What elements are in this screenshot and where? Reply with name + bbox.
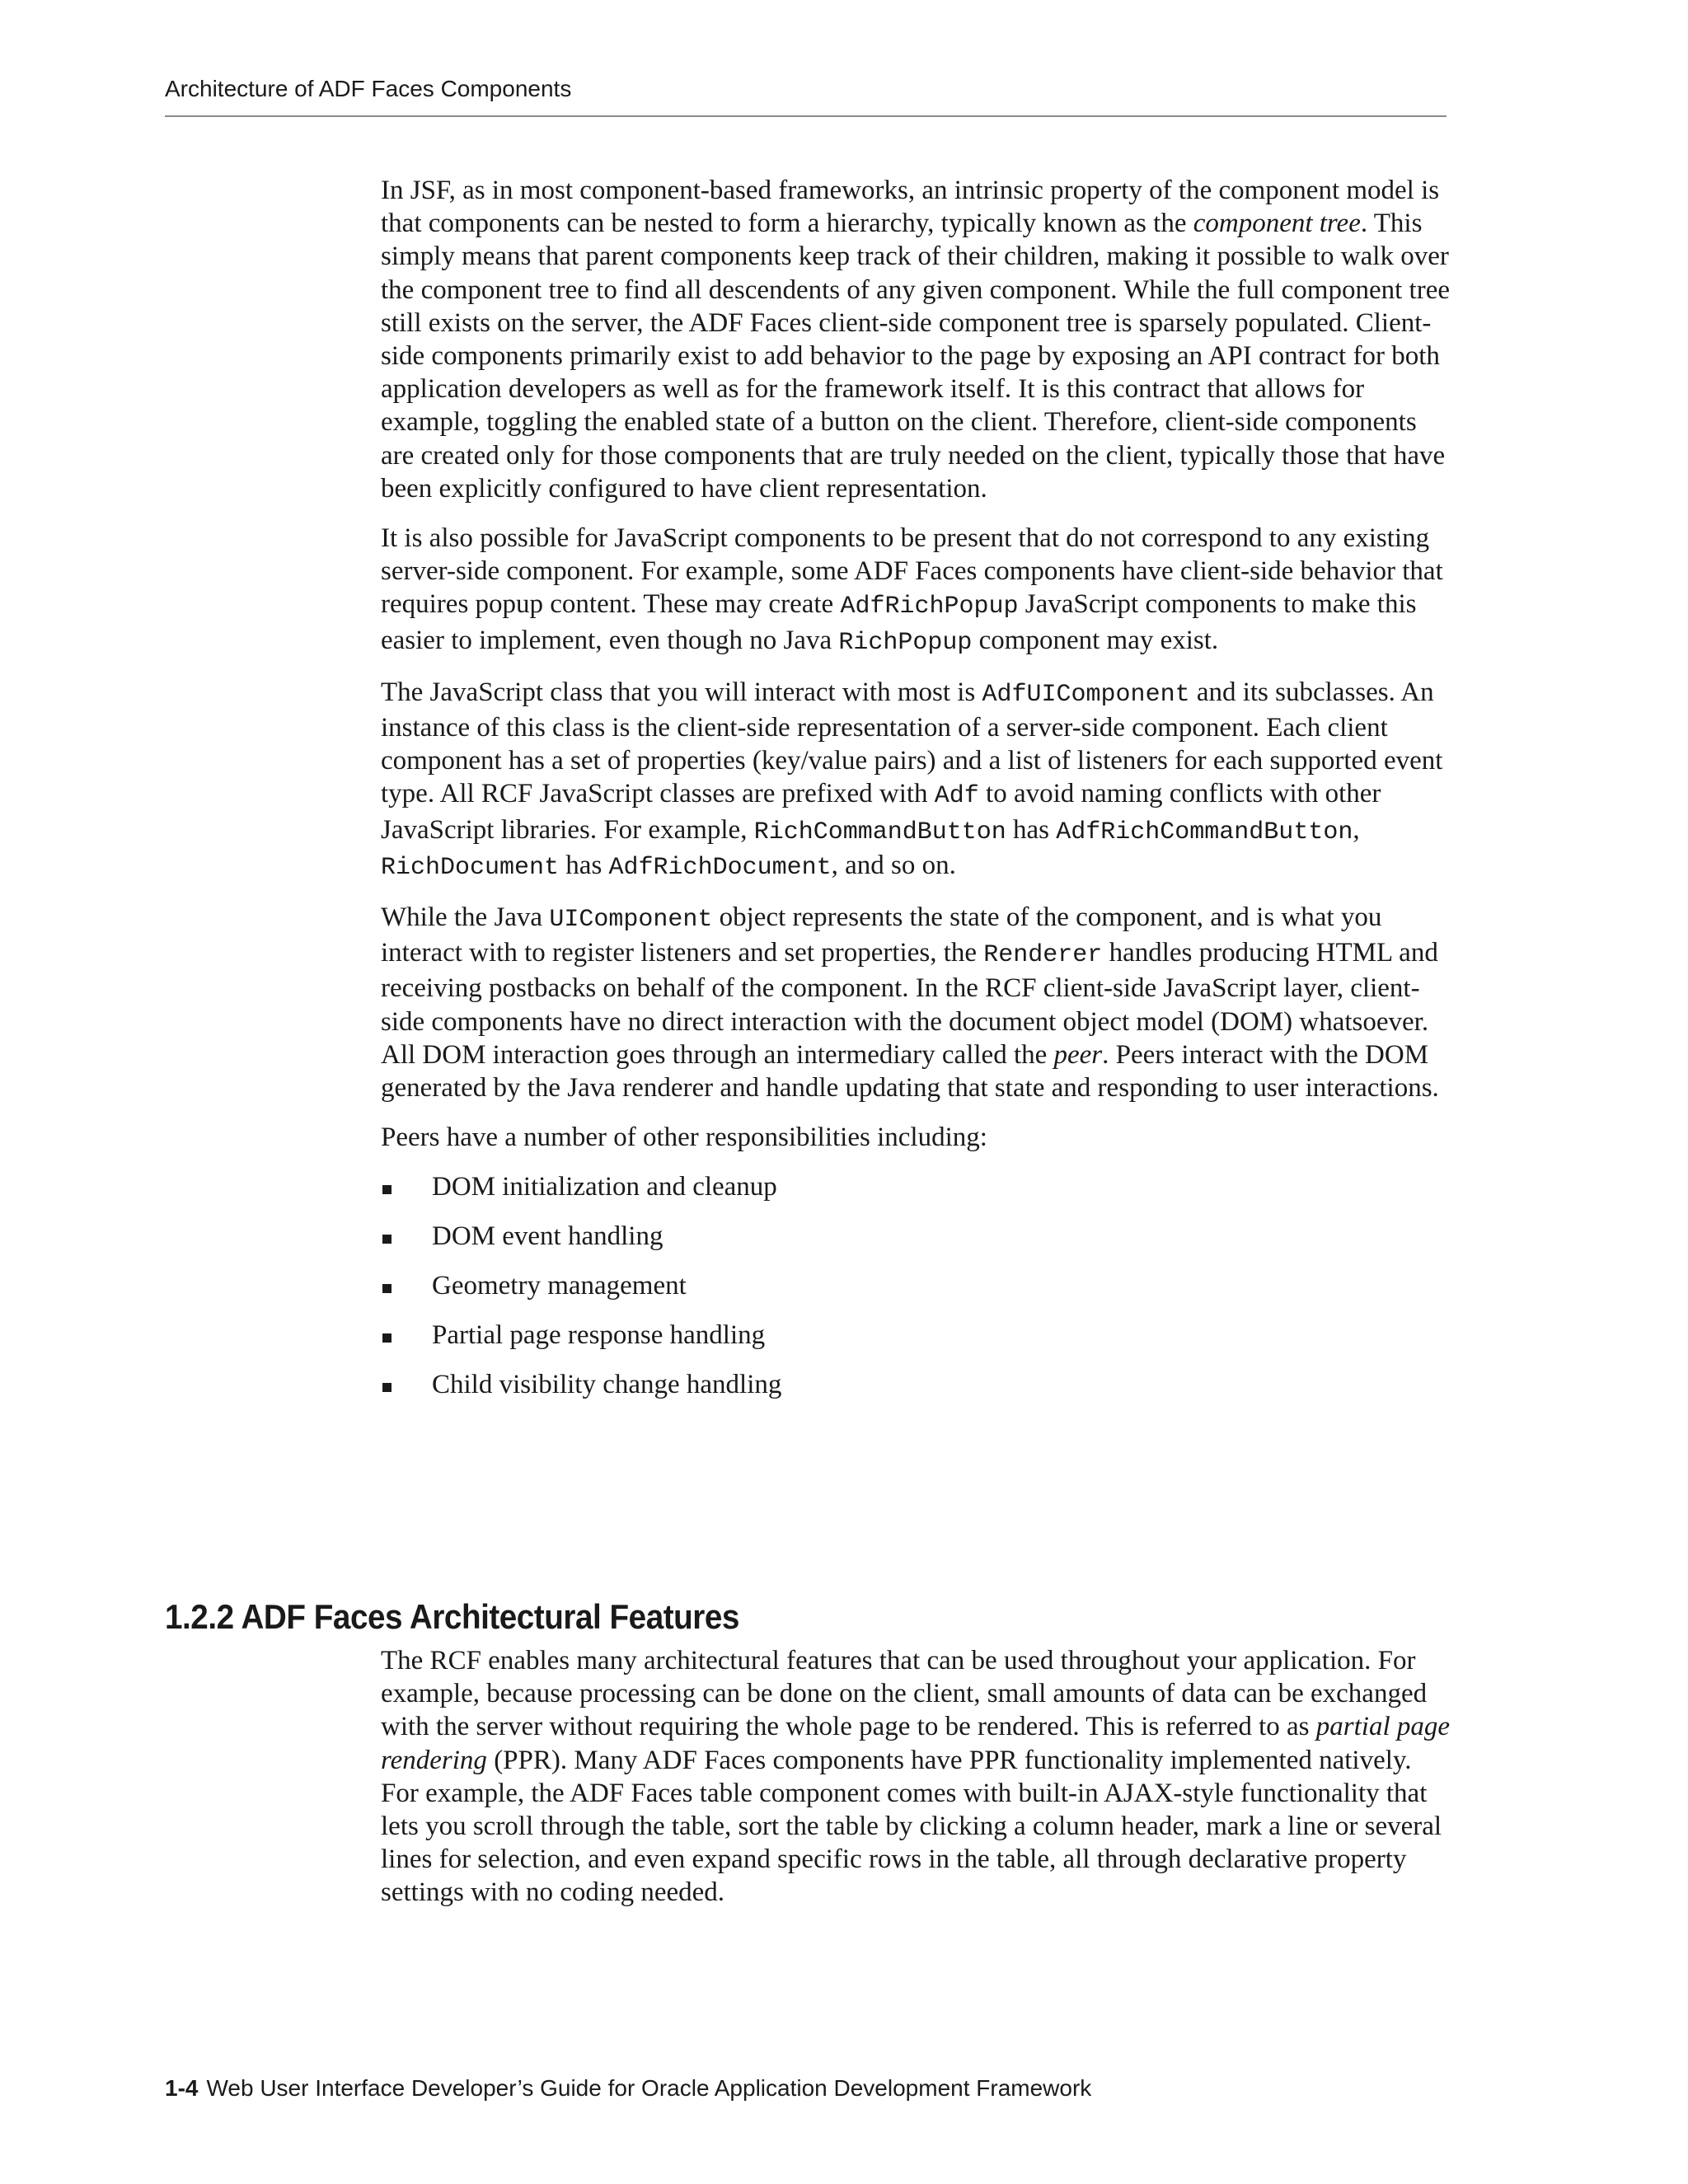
paragraph-adfuicomponent [381,676,1452,884]
list-item-text: Partial page response handling [432,1320,766,1351]
text-run: (PPR). Many ADF Faces components have PPR functionality implemented natively. For example, the ADF Faces table component comes with built-in AJAX-style functionality that lets you scroll through the table, sort the table by clicking a column header, mark a line or several lines for selection, and even expand specific rows in the table, all through declarative property settings with no coding needed. [381,1745,1442,1908]
code-adfrichdocument: AdfRichDocument [608,853,832,882]
text-run: has [559,850,609,880]
list-item-text: DOM initialization and cleanup [432,1172,777,1202]
code-adfuicomponent: AdfUIComponent [982,680,1190,709]
running-header: Architecture of ADF Faces Components [165,76,572,101]
text-run: JavaScript components to make this easier to implement, even though no Java [381,589,1417,655]
paragraph-architectural-features [381,1644,1452,1910]
text-run: In JSF, as in most component-based frameworks, an intrinsic property of the component model is that components can be nested to form a hierarchy, typically known as the [381,176,1440,239]
text-run: object represents the state of the component, and is what you interact with to register listeners and set properties, the [381,902,1382,968]
text-run: to avoid naming conflicts with other JavaScript libraries. For example, [381,779,1381,845]
book-title: Web User Interface Developer’s Guide for Oracle Application Development Framework [206,2075,1092,2101]
page-footer [165,2075,1091,2102]
section-heading: 1.2.2 ADF Faces Architectural Features [165,1597,739,1636]
text-run: The RCF enables many architectural features that can be used throughout your application. For example, because processing can be done on the client, small amounts of data can be exchanged with the server without requiring the whole page to be rendered. This is referred to as [381,1646,1428,1742]
section-body-1 [381,174,1452,1418]
list-item-text: DOM event handling [432,1221,663,1252]
square-bullet-icon [382,1383,392,1392]
list-item [381,1269,1452,1319]
emphasis-partial-page-rendering: partial page rendering [381,1712,1451,1775]
text-run: , and so on. [831,850,956,880]
list-item-text: Geometry management [432,1271,687,1301]
page-number: 1-4 [165,2075,199,2101]
text-run: , [1353,814,1360,845]
text-run: handles producing HTML and receiving postbacks on behalf of the component. In the RCF client-side JavaScript layer, client-side components have no direct interaction with the document object model (DOM) whatsoever. All DOM interaction goes through an intermediary called the [381,938,1438,1070]
text-run: and its subclasses. An instance of this class is the client-side representation of a server-side component. Each client component has a set of properties (key/value pairs) and a list of listeners for each supported event type. All RCF JavaScript classes are prefixed with [381,677,1443,809]
list-item-text: Child visibility change handling [432,1370,782,1400]
paragraph-component-tree [381,174,1452,505]
code-uicomponent: UIComponent [549,906,713,935]
square-bullet-icon [382,1185,392,1194]
emphasis-peer: peer [1053,1039,1103,1070]
paragraph-peer [381,901,1452,1104]
list-item [381,1220,1452,1269]
text-run: It is also possible for JavaScript components to be present that do not correspond to any existing server-side component. For example, some ADF Faces components have client-side behavior that requires popup content. These may create [381,523,1443,620]
text-run: While the Java [381,902,550,933]
code-richpopup: RichPopup [838,628,973,657]
square-bullet-icon [382,1235,392,1244]
emphasis-component-tree: component tree [1193,209,1361,239]
text-run: The JavaScript class that you will interact with most is [381,677,982,707]
paragraph-peer-responsibilities: Peers have a number of other responsibilities including: [381,1122,987,1153]
text-run: . Peers interact with the DOM generated by the Java renderer and handle updating that state and responding to user interactions. [381,1039,1439,1104]
header-rule [165,115,1447,117]
square-bullet-icon [382,1333,392,1343]
code-renderer: Renderer [983,941,1103,970]
code-adf: Adf [934,782,979,811]
text-run: has [1006,814,1057,845]
square-bullet-icon [382,1284,392,1293]
text-run: component may exist. [972,625,1219,655]
list-item [381,1319,1452,1368]
code-adfrichcommandbutton: AdfRichCommandButton [1056,818,1353,846]
paragraph-javascript-components [381,522,1452,659]
list-item [381,1170,1452,1220]
list-item [381,1368,1452,1418]
code-richdocument: RichDocument [381,853,560,882]
code-richcommandbutton: RichCommandButton [753,818,1006,846]
section-body-2 [381,1644,1452,1926]
code-adfrichpopup: AdfRichPopup [840,593,1019,621]
responsibilities-list [381,1170,1452,1418]
text-run: . This simply means that parent components keep track of their children, making it possible to walk over the component tree to find all descendents of any given component. While the full component tree still exists on the server, the ADF Faces client-side component tree is sparsely populated. Client-side components primarily exist to add behavior to the page by exposing an API contract for both application developers as well as for the framework itself. It is this contract that allows for example, toggling the enabled state of a button on the client. Therefore, client-side components are created only for those components that are truly needed on the client, typically those that have been explicitly configured to have client representation. [381,209,1450,504]
